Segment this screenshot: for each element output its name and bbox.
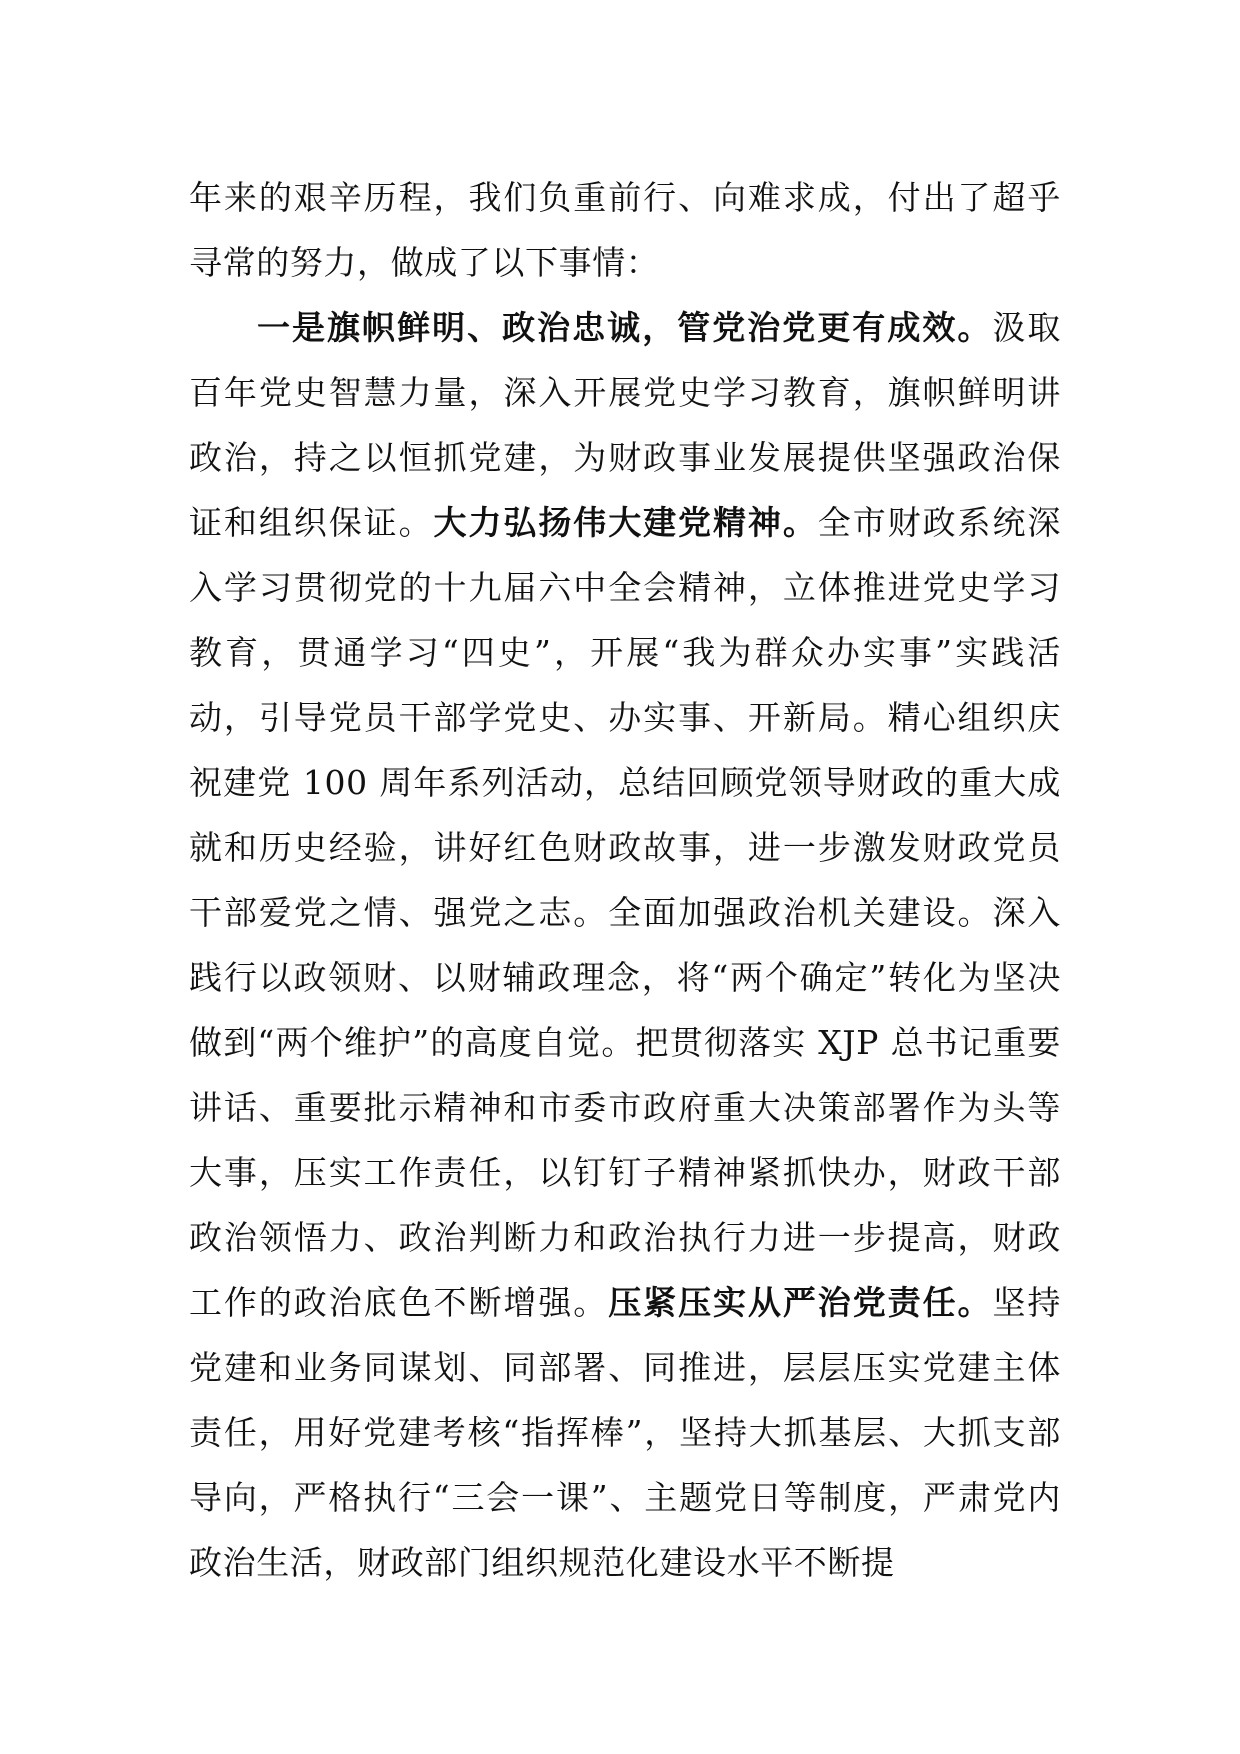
section-text: 汲取百年党史智慧力量，深入开展党史学习教育，旗帜鲜明讲政治，持之以恒抓党建，为财政事业发展提供坚强政治保证和组织保证。 (189, 308, 1061, 542)
paragraph-intro (189, 165, 1061, 295)
party-spirit-text: 全市财政系统深入学习贯彻党的十九届六中全会精神，立体推进党史学习教育，贯通学习“四史”，开展“我为群众办实事”实践活动，引导党员干部学党史、办实事、开新局。精心组织庆祝建党 100 周年系列活动，总结回顾党领导财政的重大成就和历史经验，讲好红色财政故事，进一步激发财政党员干部爱党之情、强党之志。全面加强政治机关建设。深入践行以政领财、以财辅政理念，将“两个确定”转化为坚决做到“两个维护”的高度自觉。把贯彻落实 XJP 总书记重要讲话、重要批示精神和市委市政府重大决策部署作为头等大事，压实工作责任，以钉钉子精神紧抓快办，财政干部政治领悟力、政治判断力和政治执行力进一步提高，财政工作的政治底色不断增强。 (189, 503, 1061, 1322)
subheading-party-spirit: 大力弘扬伟大建党精神。 (433, 503, 818, 542)
subheading-party-discipline: 压紧压实从严治党责任。 (608, 1283, 993, 1322)
paragraph-intro-text: 年来的艰辛历程，我们负重前行、向难求成，付出了超乎寻常的努力，做成了以下事情： (189, 178, 1061, 282)
party-discipline-text: 坚持党建和业务同谋划、同部署、同推进，层层压实党建主体责任，用好党建考核“指挥棒”，坚持大抓基层、大抓支部导向，严格执行“三会一课”、主题党日等制度，严肃党内政治生活，财政部门组织规范化建设水平不断提 (189, 1283, 1062, 1582)
section-heading: 一是旗帜鲜明、政治忠诚，管党治党更有成效。 (257, 308, 993, 347)
body-text (189, 165, 1061, 1595)
paragraph-section-one (189, 295, 1061, 1595)
